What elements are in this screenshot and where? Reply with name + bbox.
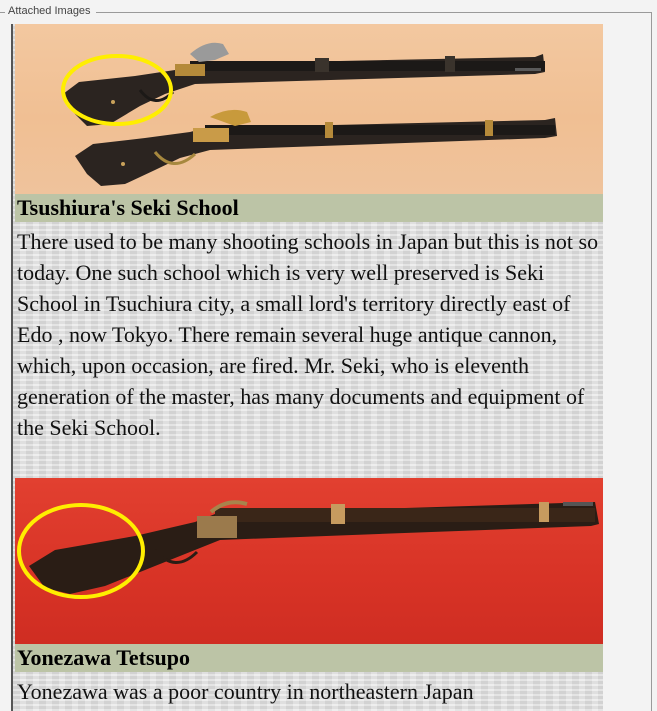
fieldset-border <box>651 12 652 711</box>
matchlock-rifles-photo-icon <box>15 24 603 194</box>
section-paragraph: There used to be many shooting schools in Japan but this is not so today. One such school which is very well preserved is Seki School in Tsuchiura city, a small lord's territory directly east of Edo , now Tokyo. There remain several huge antique cannon, which, upon occasion, are fired. Mr. Seki, who is eleventh generation of the master, has many documents and equipment of the Seki School. <box>17 229 599 440</box>
attached-images-content <box>11 24 603 711</box>
section-text <box>15 222 603 478</box>
section-heading: Tsushiura's Seki School <box>17 195 239 220</box>
section-heading-band <box>15 194 603 222</box>
section-paragraph: Yonezawa was a poor country in northeastern Japan <box>17 679 474 704</box>
fieldset-border <box>0 12 5 13</box>
fieldset-border <box>96 12 652 13</box>
photo-yonezawa-rifle[interactable] <box>15 478 603 644</box>
section-heading-band <box>15 644 603 672</box>
photo-seki-school-rifles[interactable] <box>15 24 603 194</box>
matchlock-rifle-photo-icon <box>15 478 603 644</box>
attached-images-legend: Attached Images <box>8 5 91 17</box>
section-heading: Yonezawa Tetsupo <box>17 645 190 670</box>
section-text <box>15 672 603 711</box>
